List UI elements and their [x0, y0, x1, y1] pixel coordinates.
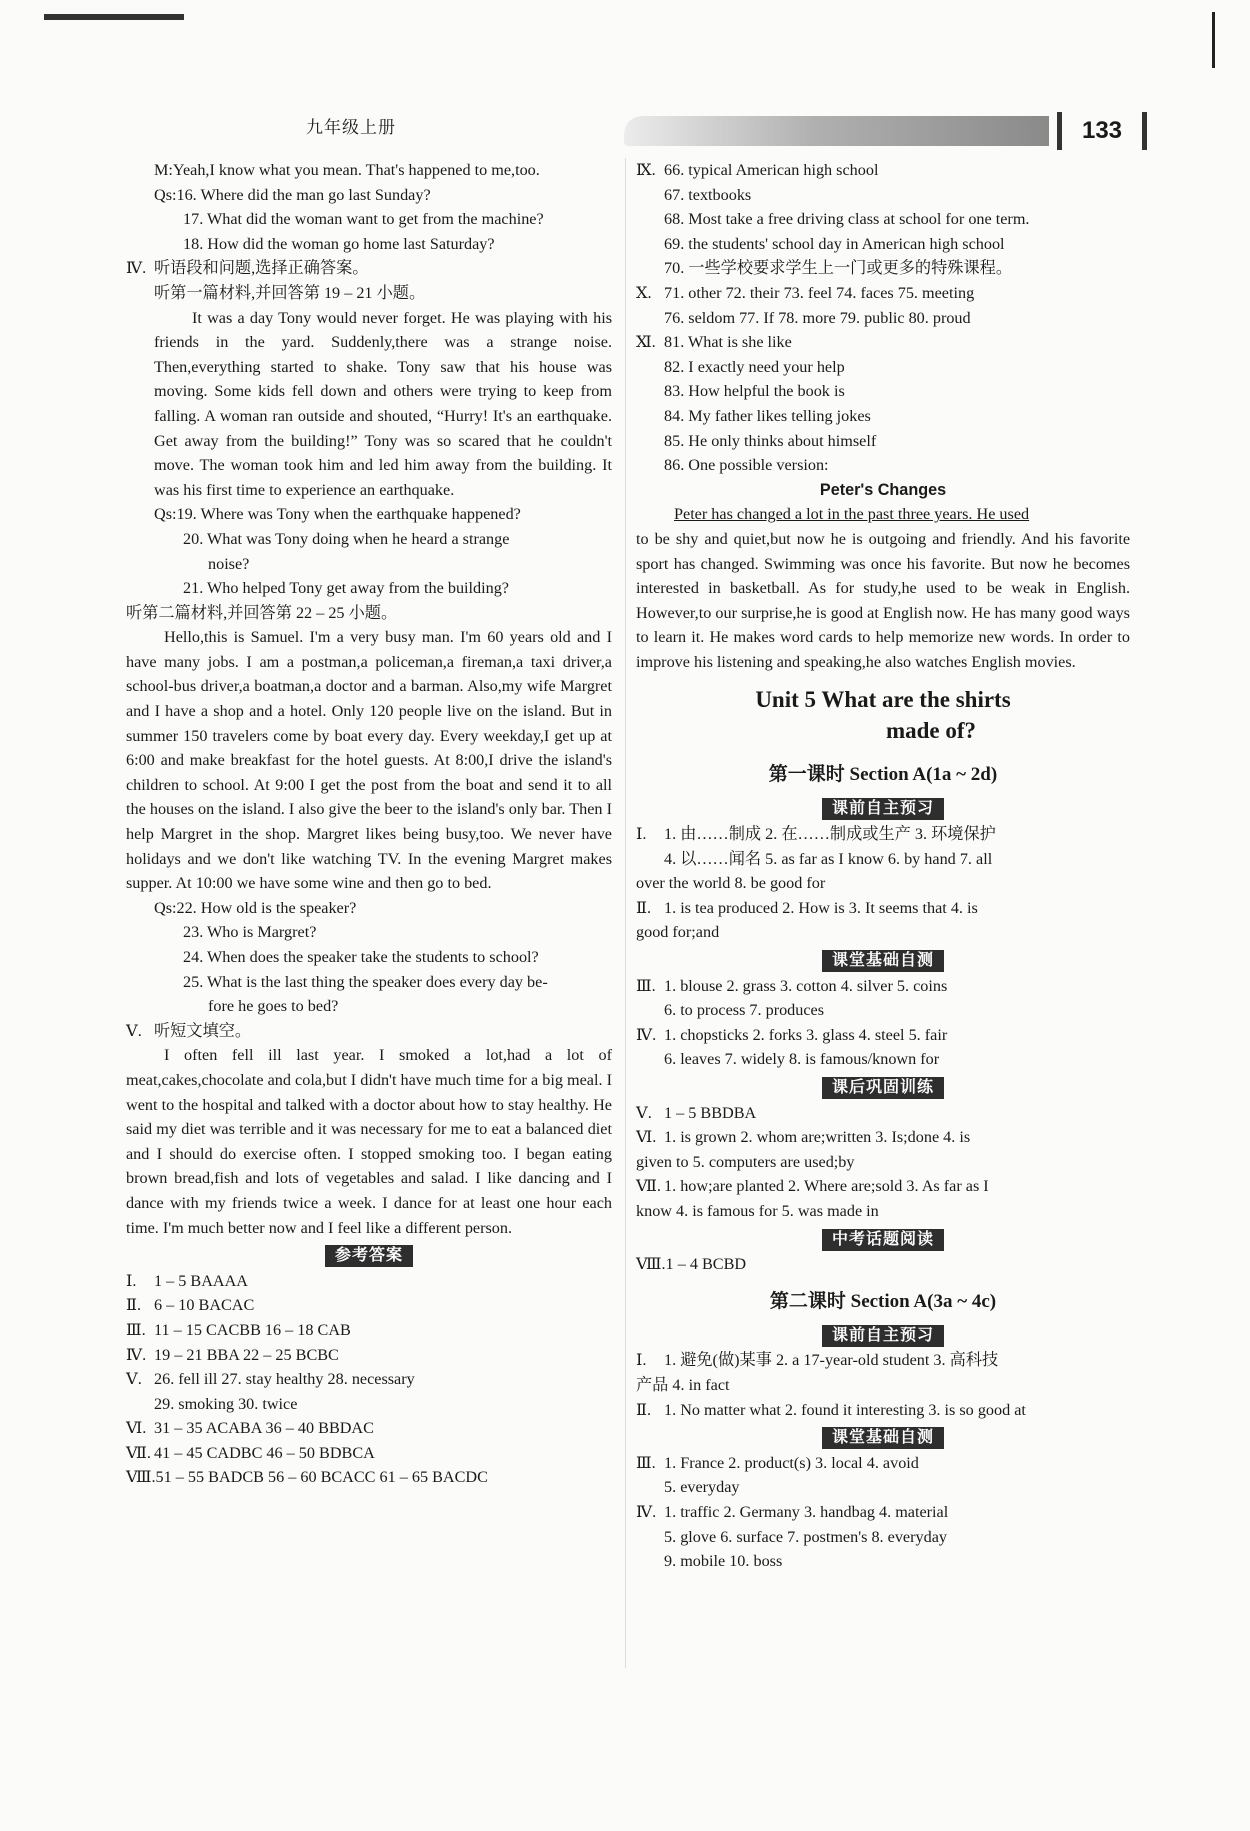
question-24: 24. When does the speaker take the students to school? — [183, 948, 539, 966]
question-20: 20. What was Tony doing when he heard a strange — [183, 529, 510, 548]
roman-numeral: Ⅴ. — [636, 1103, 652, 1122]
section-4-sub-1: 听第一篇材料,并回答第 19 – 21 小题。 — [154, 283, 426, 302]
l2-section-4 — [636, 1500, 1130, 1525]
answer-text: 26. fell ill 27. stay healthy 28. necessary — [154, 1370, 415, 1389]
section-4-heading — [126, 256, 612, 281]
answer-text: 1. is grown 2. whom are;written 3. Is;done 4. is — [664, 1128, 971, 1147]
answer-text: 11 – 15 CACBB 16 – 18 CAB — [154, 1320, 351, 1339]
answer-text: 1 – 5 BBDBA — [664, 1103, 757, 1122]
grade-label: 九年级上册 — [306, 118, 396, 137]
l2-section-3-cont: 5. everyday — [664, 1478, 740, 1497]
roman-numeral: Ⅶ. — [126, 1443, 151, 1462]
l1-section-8 — [636, 1252, 1130, 1277]
answer-text: 1 – 5 BAAAA — [154, 1271, 248, 1290]
roman-numeral: Ⅱ. — [636, 898, 652, 917]
unit-title — [636, 684, 1130, 746]
answer-text: 1. how;are planted 2. Where are;sold 3. As far as I — [664, 1177, 989, 1196]
l1-section-5 — [636, 1101, 1130, 1126]
top-scan-bar — [44, 14, 184, 20]
answer-text: 1. traffic 2. Germany 3. handbag 4. material — [664, 1502, 949, 1521]
answer-67: 67. textbooks — [664, 185, 752, 204]
answer-text: 71. other 72. their 73. feel 74. faces 75. meeting — [664, 283, 975, 302]
l1-section-6-cont: given to 5. computers are used;by — [636, 1152, 855, 1171]
answer-text: 1. No matter what 2. found it interesting 3. is so good at — [664, 1400, 1026, 1419]
badge-row — [636, 1227, 1130, 1252]
roman-numeral: Ⅺ. — [636, 333, 656, 352]
l1-section-7 — [636, 1174, 1130, 1199]
question-17: 17. What did the woman want to get from the machine? — [183, 210, 544, 229]
preview-badge: 课前自主预习 — [822, 1325, 944, 1347]
answer-text: 51 – 55 BADCB 56 – 60 BCACC 61 – 65 BACDC — [155, 1468, 488, 1487]
answer-85: 85. He only thinks about himself — [664, 431, 877, 450]
badge-row — [636, 1323, 1130, 1348]
answer-text: 81. What is she like — [664, 333, 792, 352]
roman-numeral: Ⅰ. — [636, 825, 647, 844]
question-25: 25. What is the last thing the speaker does every day be- — [183, 972, 548, 991]
l1-section-1-cont: 4. 以……闻名 5. as far as I know 6. by hand 7. all — [664, 849, 993, 868]
roman-numeral: Ⅷ. — [636, 1255, 666, 1274]
l1-section-4-cont: 6. leaves 7. widely 8. is famous/known for — [664, 1050, 940, 1069]
question-18: 18. How did the woman go home last Saturday? — [183, 234, 495, 253]
answer-69: 69. the students' school day in American high school — [664, 234, 1005, 253]
section-title: 听短文填空。 — [154, 1021, 252, 1040]
l2-section-3 — [636, 1451, 1130, 1476]
answer-68: 68. Most take a free driving class at school for one term. — [664, 210, 1030, 229]
answer-row — [126, 1416, 612, 1441]
answer-66 — [636, 158, 1130, 183]
question-22: Qs:22. How old is the speaker? — [154, 898, 357, 917]
lesson-1-title: 第一课时 Section A(1a ~ 2d) — [768, 764, 998, 786]
question-20-cont: noise? — [208, 554, 250, 573]
answer-84: 84. My father likes telling jokes — [664, 406, 871, 425]
roman-numeral: Ⅳ. — [636, 1502, 657, 1521]
dialogue-line: M:Yeah,I know what you mean. That's happened to me,too. — [154, 161, 540, 179]
left-column — [126, 158, 612, 1490]
answer-text: 6 – 10 BACAC — [154, 1296, 255, 1315]
answer-row — [126, 1318, 612, 1343]
roman-numeral: Ⅸ. — [636, 161, 656, 179]
answers-76-80: 76. seldom 77. If 78. more 79. public 80. proud — [664, 308, 971, 327]
l2-section-1-cont: 产品 4. in fact — [636, 1375, 730, 1394]
answer-text: 19 – 21 BBA 22 – 25 BCBC — [154, 1345, 339, 1364]
answer-83: 83. How helpful the book is — [664, 382, 845, 401]
roman-numeral: Ⅲ. — [126, 1320, 146, 1339]
roman-numeral: Ⅱ. — [126, 1296, 142, 1315]
answer-text: 1. chopsticks 2. forks 3. glass 4. steel 5. fair — [664, 1025, 948, 1044]
l1-section-7-cont: know 4. is famous for 5. was made in — [636, 1201, 879, 1220]
header-band — [624, 116, 1049, 146]
roman-numeral: Ⅵ. — [126, 1419, 147, 1438]
roman-numeral: Ⅳ. — [126, 1345, 147, 1364]
answer-row — [126, 1392, 612, 1417]
badge-row — [636, 1075, 1130, 1100]
badge-row — [636, 796, 1130, 821]
answers-badge: 参考答案 — [325, 1245, 413, 1267]
answers-badge-row — [126, 1243, 612, 1268]
l1-section-2-cont: good for;and — [636, 923, 720, 942]
l1-section-1 — [636, 822, 1130, 847]
roman-numeral: Ⅳ. — [126, 259, 147, 278]
right-edge-mark — [1212, 12, 1215, 68]
answer-text: 41 – 45 CADBC 46 – 50 BDBCA — [154, 1443, 375, 1462]
answer-row — [126, 1269, 612, 1294]
l1-section-2 — [636, 896, 1130, 921]
roman-numeral: Ⅰ. — [126, 1271, 137, 1290]
answer-text: 1. blouse 2. grass 3. cotton 4. silver 5. coins — [664, 976, 948, 995]
answer-text: 66. typical American high school — [664, 161, 879, 179]
answer-row — [126, 1343, 612, 1368]
answer-row — [126, 1441, 612, 1466]
roman-numeral: Ⅶ. — [636, 1177, 661, 1196]
passage-tony: It was a day Tony would never forget. He was playing with his friends in the yard. Suddenly,there was a strange noise. Then,everything started to shake. Tony saw that his house was moving. Some kids fell down and others were trying to keep from falling. A woman ran outside and shouted, “Hurry! It's an earthquake. Get away from the building!” Tony was so scared that he couldn't move. The woman took him and led him away from the building. It was his first time to experience an earthquake. — [154, 308, 612, 499]
l1-section-3 — [636, 974, 1130, 999]
answer-row — [126, 1293, 612, 1318]
answer-70: 70. 一些学校要求学生上一门或更多的特殊课程。 — [664, 259, 1013, 278]
answer-text: 1 – 4 BCBD — [665, 1255, 747, 1274]
roman-numeral: Ⅰ. — [636, 1351, 647, 1370]
answer-82: 82. I exactly need your help — [664, 357, 845, 376]
roman-numeral: Ⅴ. — [126, 1021, 142, 1040]
essay-first-line: Peter has changed a lot in the past three years. He used — [674, 505, 1030, 524]
answer-text: 1. 由……制成 2. 在……制成或生产 3. 环境保护 — [664, 825, 996, 844]
roman-numeral: Ⅲ. — [636, 1453, 656, 1472]
question-23: 23. Who is Margret? — [183, 923, 317, 942]
badge-row — [636, 1425, 1130, 1450]
essay-title: Peter's Changes — [819, 480, 947, 499]
page-number: 133 — [1057, 112, 1147, 150]
passage-samuel: Hello,this is Samuel. I'm a very busy man. I'm 60 years old and I have many jobs. I am a postman,a policeman,a fireman,a taxi driver,a school-bus driver,a boatman,a doctor and a barman. Also,my wife Margret and I have a shop and a hotel. Only 120 people live on the island. But in summer 150 travelers come by boat every day. Every weekday,I get up at 6:00 and make breakfast for the hotel guests. At 8:00,I drive the island's children to school. At 9:00 I get the post from the boat and send it to all the houses on the island. I also give the beer to the island's only bar. Then I help Margret in the shop. Margret likes being busy,too. We never have holidays and we don't like watching TV. In the evening Margret makes supper. At 10:00 we have some wine and then go to bed. — [126, 628, 612, 893]
section-title: 听语段和问题,选择正确答案。 — [154, 259, 369, 278]
lesson-2-title: 第二课时 Section A(3a ~ 4c) — [769, 1290, 997, 1312]
roman-numeral: Ⅵ. — [636, 1128, 657, 1147]
answer-text: 31 – 35 ACABA 36 – 40 BBDAC — [154, 1419, 374, 1438]
l2-section-1 — [636, 1348, 1130, 1373]
answer-text: 29. smoking 30. twice — [154, 1394, 298, 1413]
l1-section-6 — [636, 1125, 1130, 1150]
answer-text: 1. is tea produced 2. How is 3. It seems that 4. is — [664, 898, 978, 917]
l1-section-1-cont2: over the world 8. be good for — [636, 874, 826, 893]
question-16: Qs:16. Where did the man go last Sunday? — [154, 185, 431, 204]
roman-numeral: Ⅳ. — [636, 1025, 657, 1044]
essay-body: to be shy and quiet,but now he is outgoing and friendly. And his favorite sport has changed. Swimming was once his favorite. But now he becomes interested in basketball. As for study,he used to be weak in English. However,to our surprise,he is good at English now. He has many good ways to learn it. He makes word cards to help memorize new words. In order to improve his listening and speaking,he also watches English movies. — [636, 529, 1130, 671]
answer-81 — [636, 330, 1130, 355]
answer-text: 1. France 2. product(s) 3. local 4. avoid — [664, 1453, 919, 1472]
l2-section-4-cont: 5. glove 6. surface 7. postmen's 8. everyday — [664, 1527, 947, 1546]
class-test-badge: 课堂基础自测 — [822, 950, 944, 972]
l2-section-2 — [636, 1398, 1130, 1423]
l1-section-4 — [636, 1023, 1130, 1048]
answer-86: 86. One possible version: — [664, 456, 829, 475]
right-column — [636, 158, 1130, 1574]
preview-badge: 课前自主预习 — [822, 798, 944, 820]
column-divider — [625, 158, 626, 1668]
class-test-badge: 课堂基础自测 — [822, 1427, 944, 1449]
question-21: 21. Who helped Tony get away from the building? — [183, 579, 509, 598]
answer-row — [126, 1367, 612, 1392]
roman-numeral: Ⅱ. — [636, 1400, 652, 1419]
answers-71-75 — [636, 281, 1130, 306]
roman-numeral: Ⅴ. — [126, 1370, 142, 1389]
badge-row — [636, 948, 1130, 973]
unit-title-line-2: made of? — [885, 718, 977, 744]
answer-list — [126, 1269, 612, 1490]
roman-numeral: Ⅲ. — [636, 976, 656, 995]
question-19: Qs:19. Where was Tony when the earthquake happened? — [154, 505, 521, 524]
roman-numeral: Ⅹ. — [636, 283, 652, 302]
l1-section-3-cont: 6. to process 7. produces — [664, 1001, 825, 1020]
exam-reading-badge: 中考话题阅读 — [822, 1229, 944, 1251]
unit-title-line-1: Unit 5 What are the shirts — [755, 687, 1011, 713]
roman-numeral: Ⅷ. — [126, 1468, 156, 1487]
section-4-sub-2: 听第二篇材料,并回答第 22 – 25 小题。 — [126, 603, 398, 622]
passage-health: I often fell ill last year. I smoked a lot,had a lot of meat,cakes,chocolate and cola,but I didn't have much time for a big meal. I went to the hospital and talked with a doctor about how to stay healthy. He said my diet was terrible and it was necessary for me to eat a balanced diet and I should do exercise often. I stopped smoking too. I began eating brown bread,fish and lots of vegetables and salad. I like dancing and I dance with my friends twice a week. I dance for at least one hour each time. I'm much better now and I feel like a different person. — [126, 1046, 612, 1237]
answer-text: 1. 避免(做)某事 2. a 17-year-old student 3. 高科技 — [664, 1351, 999, 1370]
question-25-cont: fore he goes to bed? — [208, 997, 339, 1016]
l2-section-4-cont2: 9. mobile 10. boss — [664, 1552, 783, 1571]
after-class-badge: 课后巩固训练 — [822, 1077, 944, 1099]
answer-row — [126, 1465, 612, 1490]
section-5-heading — [126, 1019, 612, 1044]
